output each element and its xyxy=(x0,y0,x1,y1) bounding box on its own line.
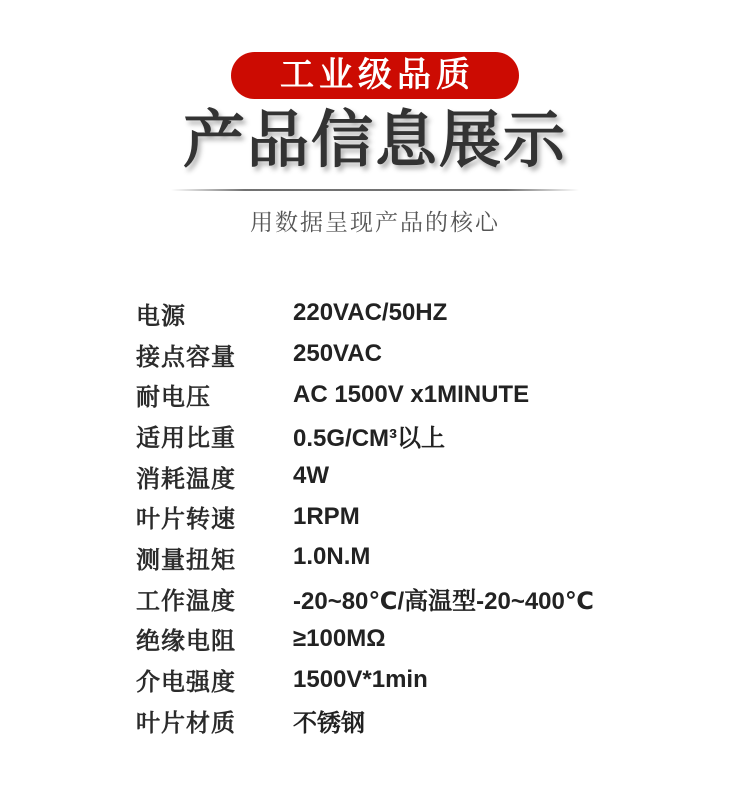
spec-label: 测量扭矩 xyxy=(136,546,236,574)
spec-label: 接点容量 xyxy=(136,343,236,371)
spec-value: 1RPM xyxy=(293,502,360,530)
spec-row-insulation-resistance xyxy=(136,619,696,660)
spec-list xyxy=(136,293,696,741)
spec-row-specific-gravity xyxy=(136,415,696,456)
spec-label: 适用比重 xyxy=(136,424,236,452)
spec-value: 4W xyxy=(293,462,329,490)
spec-value: 0.5G/CM³以上 xyxy=(293,424,446,452)
page-header xyxy=(0,0,750,237)
spec-value: 250VAC xyxy=(293,340,382,368)
spec-row-power-consumption xyxy=(136,456,696,497)
spec-row-working-temperature xyxy=(136,578,696,619)
spec-row-contact-capacity xyxy=(136,334,696,375)
spec-row-withstand-voltage xyxy=(136,374,696,415)
spec-label: 工作温度 xyxy=(136,587,236,615)
spec-row-blade-speed xyxy=(136,496,696,537)
spec-label: 耐电压 xyxy=(136,384,211,412)
title-divider xyxy=(171,189,579,191)
page-title: 产品信息展示 xyxy=(182,106,567,175)
spec-value: AC 1500V x1MINUTE xyxy=(293,380,530,408)
spec-value: 220VAC/50HZ xyxy=(293,299,448,327)
spec-value: ≥100MΩ xyxy=(293,624,386,652)
spec-label: 叶片转速 xyxy=(136,506,236,534)
spec-label: 消耗温度 xyxy=(136,465,236,493)
spec-row-dielectric-strength xyxy=(136,659,696,700)
quality-badge: 工业级品质 xyxy=(231,52,519,99)
spec-row-torque xyxy=(136,537,696,578)
spec-label: 电源 xyxy=(136,302,186,330)
spec-value: 不锈钢 xyxy=(293,709,365,737)
spec-value: 1500V*1min xyxy=(293,665,428,693)
spec-value: -20~80℃/高温型-20~400℃ xyxy=(293,587,594,615)
spec-row-blade-material xyxy=(136,700,696,741)
spec-label: 介电强度 xyxy=(136,669,236,697)
spec-label: 叶片材质 xyxy=(136,709,236,737)
spec-value: 1.0N.M xyxy=(293,543,371,571)
spec-row-power xyxy=(136,293,696,334)
spec-label: 绝缘电阻 xyxy=(136,628,236,656)
page-subtitle: 用数据呈现产品的核心 xyxy=(250,209,500,236)
